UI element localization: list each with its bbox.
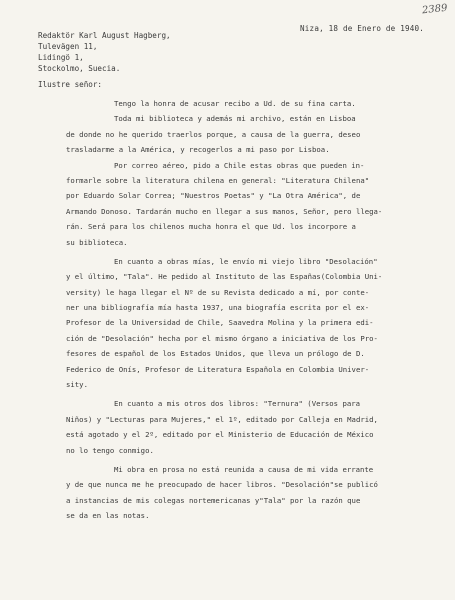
address-line: Stockolmo, Suecia.	[38, 64, 121, 73]
body-line: Federico de Onís, Profesor de Literatura Española en Colombia Univer-	[66, 364, 370, 374]
body-line: rán. Será para los chilenos mucha honra el que Ud. los incorpore a	[66, 222, 356, 232]
salutation: Ilustre señor:	[38, 80, 103, 89]
body-line: su biblioteca.	[66, 237, 128, 247]
body-line: sity.	[66, 380, 88, 390]
body-line: y el último, "Tala". He pedido al Instituto de las Españas(Colombia Uni-	[66, 272, 383, 282]
body-line: Mi obra en prosa no está reunida a causa de mi vida errante	[114, 464, 374, 474]
body-line: a instancias de mis colegas nortemericanas y"Tala" por la razón que	[66, 495, 361, 505]
body-line: trasladarme a la América, y recogerlos a mi paso por Lisboa.	[66, 145, 330, 155]
recipient-address	[38, 30, 171, 74]
body-line: de donde no he querido traerlos porque, a causa de la guerra, deseo	[66, 129, 361, 139]
body-line: Toda mi biblioteca y además mi archivo, están en Lisboa	[114, 114, 356, 124]
letter-date: Niza, 18 de Enero de 1940.	[300, 24, 425, 33]
body-line: ner una bibliografía mía hasta 1937, una biografía escrita por el ex-	[66, 303, 370, 313]
archive-number: 2389	[421, 2, 448, 17]
body-line: por Eduardo Solar Correa; "Nuestros Poetas" y "La Otra América", de	[66, 191, 361, 201]
address-line: Redaktör Karl August Hagberg,	[38, 31, 171, 40]
address-line: Tulevägen 11,	[38, 42, 98, 51]
body-line: no lo tengo conmigo.	[66, 445, 154, 455]
body-line: se da en las notas.	[66, 511, 150, 521]
body-line: Profesor de la Universidad de Chile, Saavedra Molina y la primera edi-	[66, 318, 374, 328]
body-line: Por correo aéreo, pido a Chile estas obras que pueden in-	[114, 160, 365, 170]
body-line: Tengo la honra de acusar recibo a Ud. de su fina carta.	[114, 99, 356, 108]
letter-body	[66, 96, 436, 524]
body-line: está agotado y el 2º, editado por el Ministerio de Educación de México	[66, 430, 374, 440]
body-line: Niños) y "Lecturas para Mujeres," el 1º, editado por Calleja en Madrid,	[66, 414, 378, 424]
body-line: formarle sobre la literatura chilena en general: "Literatura Chilena"	[66, 175, 370, 185]
body-line: y de que nunca me he preocupado de hacer libros. "Desolación"se publicó	[66, 480, 378, 490]
body-line: En cuanto a obras mías, le envío mi viejo libro "Desolación"	[114, 256, 378, 266]
body-line: fesores de español de los Estados Unidos, que lleva un prólogo de D.	[66, 349, 365, 359]
body-line: Armando Donoso. Tardarán mucho en llegar a sus manos, Señor, pero llega-	[66, 206, 383, 216]
body-line: ción de "Desolación" hecha por el mismo órgano a iniciativa de los Pro-	[66, 333, 378, 343]
address-line: Lidingö 1,	[38, 53, 84, 62]
body-line: En cuanto a mis otros dos libros: "Ternura" (Versos para	[114, 399, 361, 409]
body-line: versity) le haga llegar el Nº de su Revista dedicado a mí, por conte-	[66, 287, 370, 297]
